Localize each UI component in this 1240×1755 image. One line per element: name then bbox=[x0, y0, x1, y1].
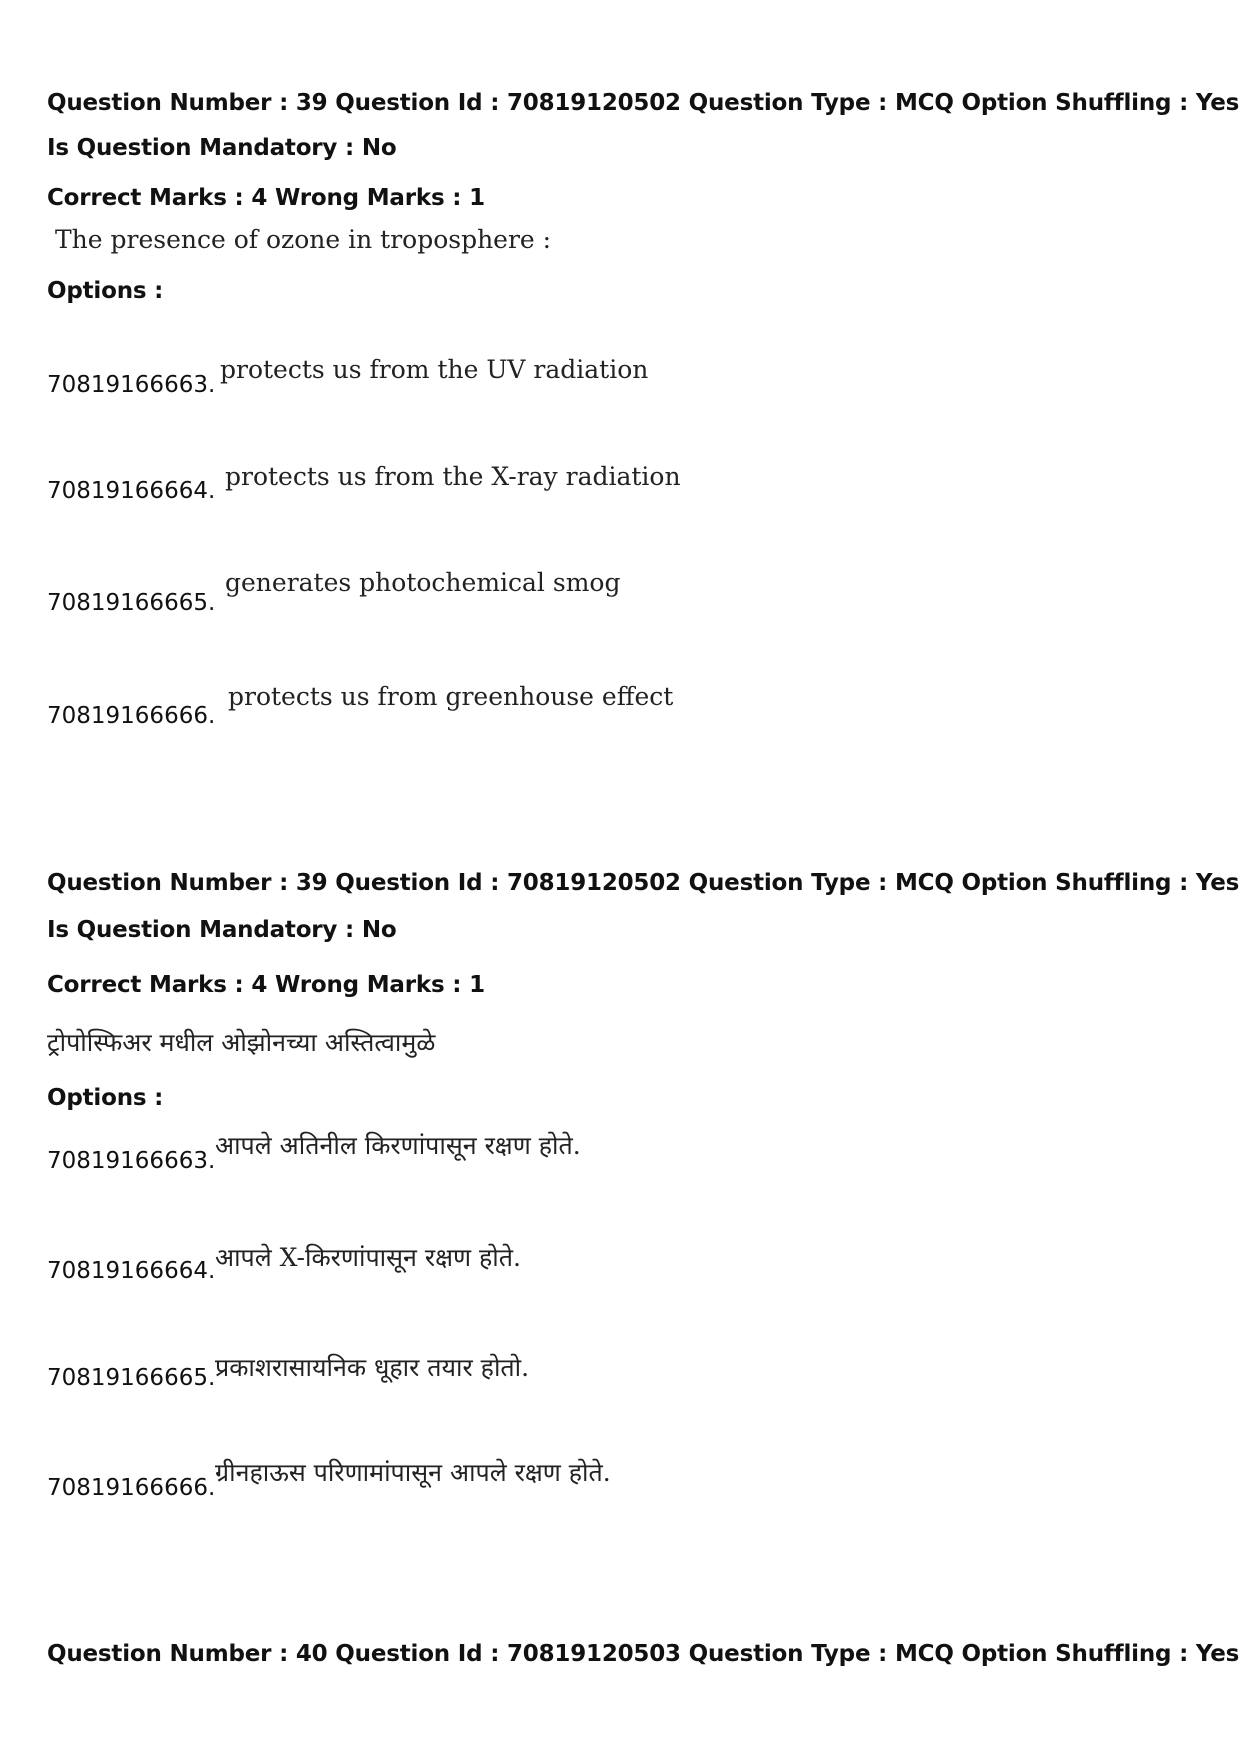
option-id: 70819166664. bbox=[47, 478, 216, 504]
mandatory-line: Is Question Mandatory : No bbox=[47, 135, 397, 161]
marks-line: Correct Marks : 4 Wrong Marks : 1 bbox=[47, 185, 485, 211]
option-text: protects us from the X-ray radiation bbox=[225, 462, 681, 491]
next-question-header: Question Number : 40 Question Id : 70819120503 Question Type : MCQ Option Shuffling : Yes bbox=[47, 1641, 1240, 1667]
option-text: generates photochemical smog bbox=[225, 568, 621, 597]
question-text: ट्रोपोस्फिअर मधील ओझोनच्या अस्तित्वामुळे bbox=[47, 1028, 436, 1057]
question-header: Question Number : 39 Question Id : 70819120502 Question Type : MCQ Option Shuffling : Yes bbox=[47, 90, 1240, 116]
option-id: 70819166665. bbox=[47, 1365, 216, 1391]
option-id: 70819166663. bbox=[47, 372, 216, 398]
option-text: protects us from the UV radiation bbox=[220, 355, 649, 384]
option-id: 70819166663. bbox=[47, 1148, 216, 1174]
question-header: Question Number : 39 Question Id : 70819120502 Question Type : MCQ Option Shuffling : Yes bbox=[47, 870, 1240, 896]
mandatory-line: Is Question Mandatory : No bbox=[47, 917, 397, 943]
option-text: आपले अतिनील किरणांपासून रक्षण होते. bbox=[215, 1131, 581, 1160]
question-text: The presence of ozone in troposphere : bbox=[55, 225, 552, 254]
option-id: 70819166665. bbox=[47, 590, 216, 616]
options-label: Options : bbox=[47, 278, 164, 304]
options-label: Options : bbox=[47, 1085, 164, 1111]
option-text: आपले X-किरणांपासून रक्षण होते. bbox=[215, 1243, 521, 1272]
option-text: protects us from greenhouse effect bbox=[228, 682, 674, 711]
option-id: 70819166664. bbox=[47, 1258, 216, 1284]
option-text: प्रकाशरासायनिक धूहार तयार होतो. bbox=[215, 1353, 530, 1382]
option-text: ग्रीनहाऊस परिणामांपासून आपले रक्षण होते. bbox=[215, 1458, 611, 1487]
option-id: 70819166666. bbox=[47, 703, 216, 729]
marks-line: Correct Marks : 4 Wrong Marks : 1 bbox=[47, 972, 485, 998]
option-id: 70819166666. bbox=[47, 1475, 216, 1501]
